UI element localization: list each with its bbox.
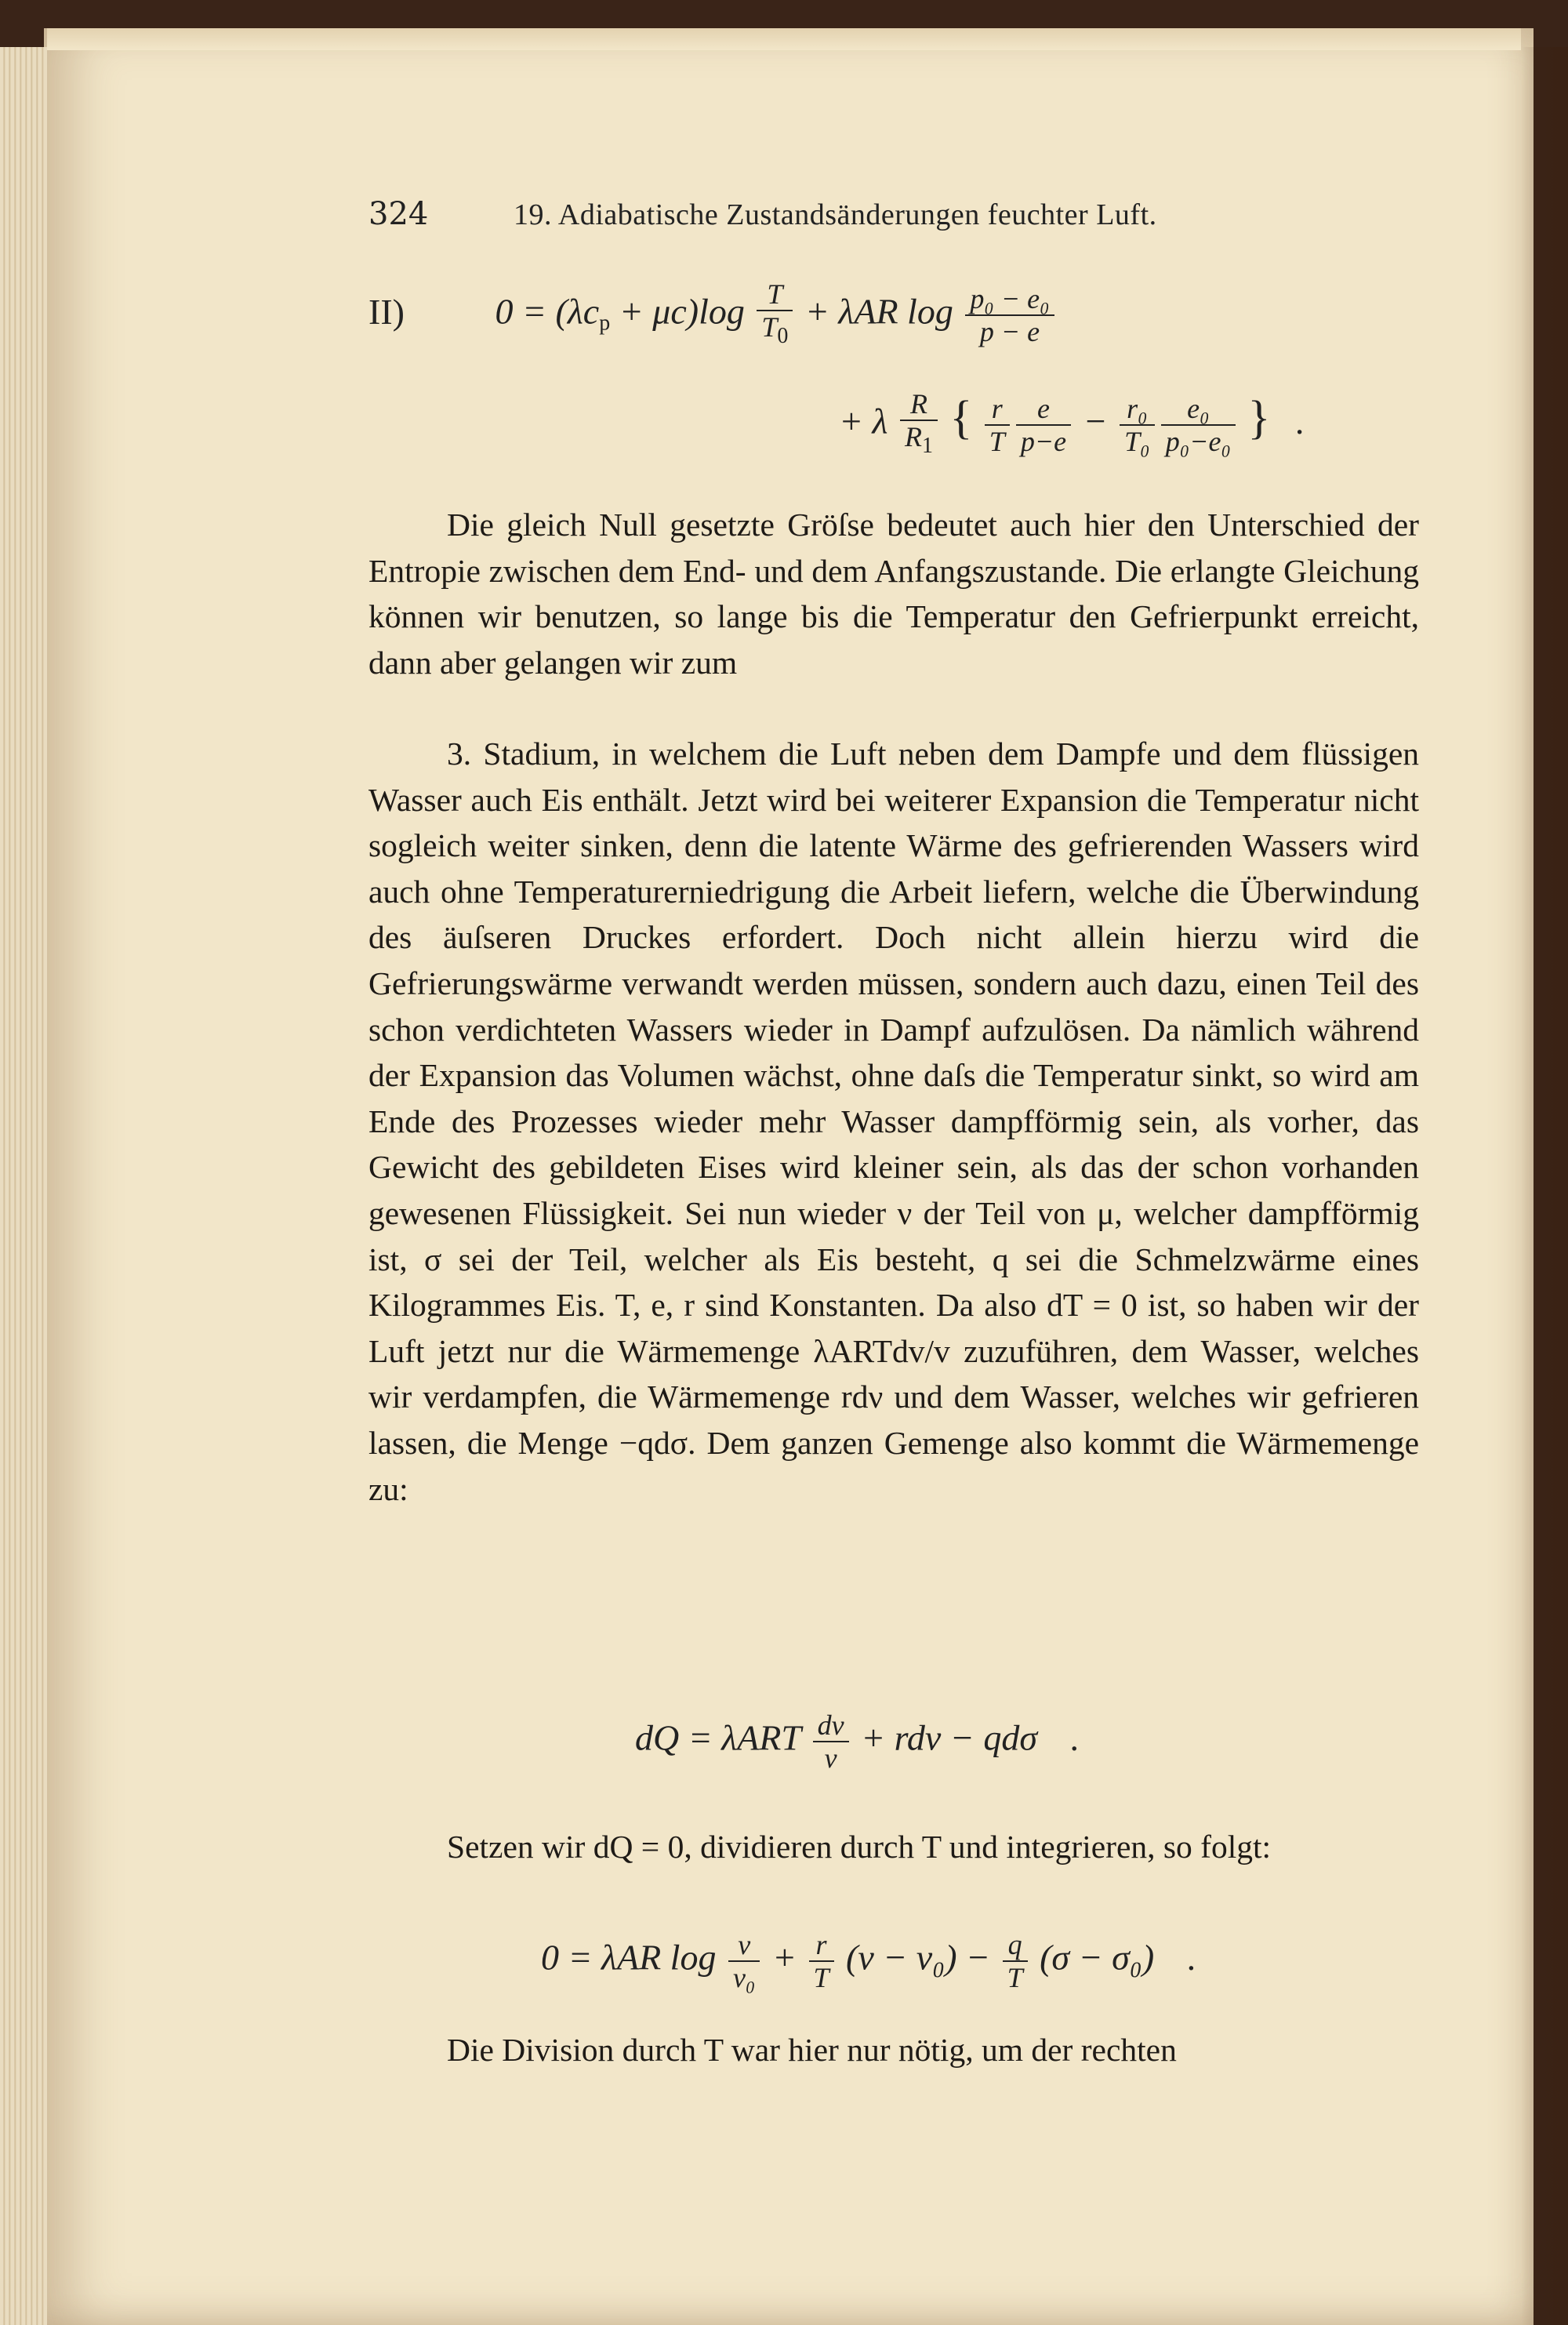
eq-den: v [824, 1742, 837, 1774]
eq-num: T [757, 278, 793, 311]
eq-num: p₀ − e₀ [965, 283, 1054, 316]
eq-num: r₀ [1120, 393, 1155, 426]
eq-term: − [1083, 401, 1117, 441]
eq-term: 0 = λAR log [541, 1937, 717, 1978]
fraction [985, 393, 1010, 457]
brace: } [1247, 391, 1271, 444]
eq-term: dQ = λART [635, 1717, 801, 1758]
page-number: 324 [368, 196, 429, 232]
eq-sub: p [599, 311, 611, 336]
eq-term: + μc)log [610, 291, 745, 332]
fraction [1120, 393, 1155, 457]
equation-II-line2 [839, 388, 1304, 462]
eq-num: v [728, 1929, 760, 1962]
eq-term: + rdν − qdσ [861, 1717, 1038, 1758]
eq-term: + [771, 1937, 806, 1978]
gutter-shadow [1521, 47, 1568, 2325]
eq-num: e₀ [1161, 393, 1236, 426]
eq-den: p−e [1020, 426, 1067, 457]
eq-num: R [900, 388, 938, 421]
fraction [1003, 1929, 1028, 1993]
eq-den: v₀ [732, 1962, 756, 1993]
eq-num: r [985, 393, 1010, 426]
eq-term: (ν − ν₀) − [846, 1937, 1000, 1978]
eq-num: e [1016, 393, 1071, 426]
paragraph-2: 3. Stadium, in welchem die Luft neben dem Dampfe und dem flüssigen Wasser auch Eis enthält. Jetzt wird bei weiterer Expansion die Temperatur nicht sogleich weiter sinken, denn die latente Wärme des gefrierenden Wassers wird auch ohne Temperaturerniedrigung die Arbeit liefern, welche die Überwindung des äuſseren Druckes erfordert. Doch nicht allein hierzu wird die Gefrierungswärme verwandt werden müssen, sondern auch dazu, einen Teil des schon verdichteten Wassers wieder in Dampf aufzulösen. Da nämlich während der Expansion das Volumen wächst, ohne daſs die Temperatur sinkt, so wird am Ende des Prozesses wieder mehr Wasser dampfförmig sein, als vorher, das Gewicht des gebildeten Eises wird kleiner sein, als das der schon vorhanden gewesenen Flüssigkeit. Sei nun wieder ν der Teil von μ, welcher dampfförmig ist, σ sei der Teil, welcher als Eis besteht, q sei die Schmelzwärme eines Kilogrammes Eis. T, e, r sind Konstanten. Da also dT = 0 ist, so haben wir der Luft jetzt nur die Wärmemenge λARTdv/v zuzuführen, dem Wasser, welches wir verdampfen, die Wärmemenge rdν und dem Wasser, welches wir gefrieren lassen, die Menge −qdσ. Dem ganzen Gemenge also kommt die Wärmemenge zu: [368, 736, 1419, 1507]
eq-term: 0 = (λc [495, 291, 600, 332]
equation-label: II) [368, 291, 405, 332]
eq-den: T [1007, 1962, 1023, 1993]
eq-term: . [1069, 1717, 1080, 1758]
page-top-edge [47, 28, 1521, 50]
fraction [900, 388, 938, 462]
fraction [728, 1929, 760, 1993]
fraction [1161, 393, 1236, 457]
eq-term: . [1186, 1937, 1196, 1978]
equation-zero [541, 1929, 1196, 1993]
eq-sub: 1 [921, 434, 933, 458]
eq-term: . [1294, 401, 1305, 441]
eq-num: dv [813, 1709, 849, 1742]
eq-den: p − e [979, 316, 1040, 347]
fraction [809, 1929, 834, 1993]
eq-den: T [989, 426, 1005, 457]
equation-II-line1 [368, 278, 1058, 352]
eq-num: r [809, 1929, 834, 1962]
fraction [813, 1709, 849, 1774]
eq-term: + λAR log [804, 291, 953, 332]
eq-den: R [904, 421, 922, 452]
eq-den: p₀−e₀ [1165, 426, 1231, 457]
paragraph-3: Setzen wir dQ = 0, dividieren durch T und integrieren, so folgt: [447, 1829, 1272, 1865]
eq-den: T [761, 311, 778, 343]
eq-den: T₀ [1124, 426, 1150, 457]
fraction [965, 283, 1054, 347]
page-header [368, 196, 1278, 243]
eq-den: T [813, 1962, 829, 1993]
fraction [1016, 393, 1071, 457]
fraction [757, 278, 793, 352]
eq-term: (σ − σ₀) [1040, 1937, 1155, 1978]
paragraph-1: Die gleich Null gesetzte Gröſse bedeutet auch hier den Unterschied der Entropie zwischen dem End- und dem Anfangszustande. Die erlangte Gleichung können wir benutzen, so lange bis die Temperatur den Gefrierpunkt erreicht, dann aber gelangen wir zum [368, 507, 1419, 681]
eq-term: + λ [839, 401, 888, 441]
brace: { [949, 391, 973, 444]
equation-dQ [635, 1709, 1079, 1774]
eq-num: q [1003, 1929, 1028, 1962]
running-title: 19. Adiabatische Zustandsänderungen feuchter Luft. [514, 198, 1157, 231]
eq-sub: 0 [777, 324, 789, 348]
paragraph-4: Die Division durch T war hier nur nötig, um der rechten [447, 2032, 1177, 2068]
page-stack-edges [0, 47, 47, 2325]
